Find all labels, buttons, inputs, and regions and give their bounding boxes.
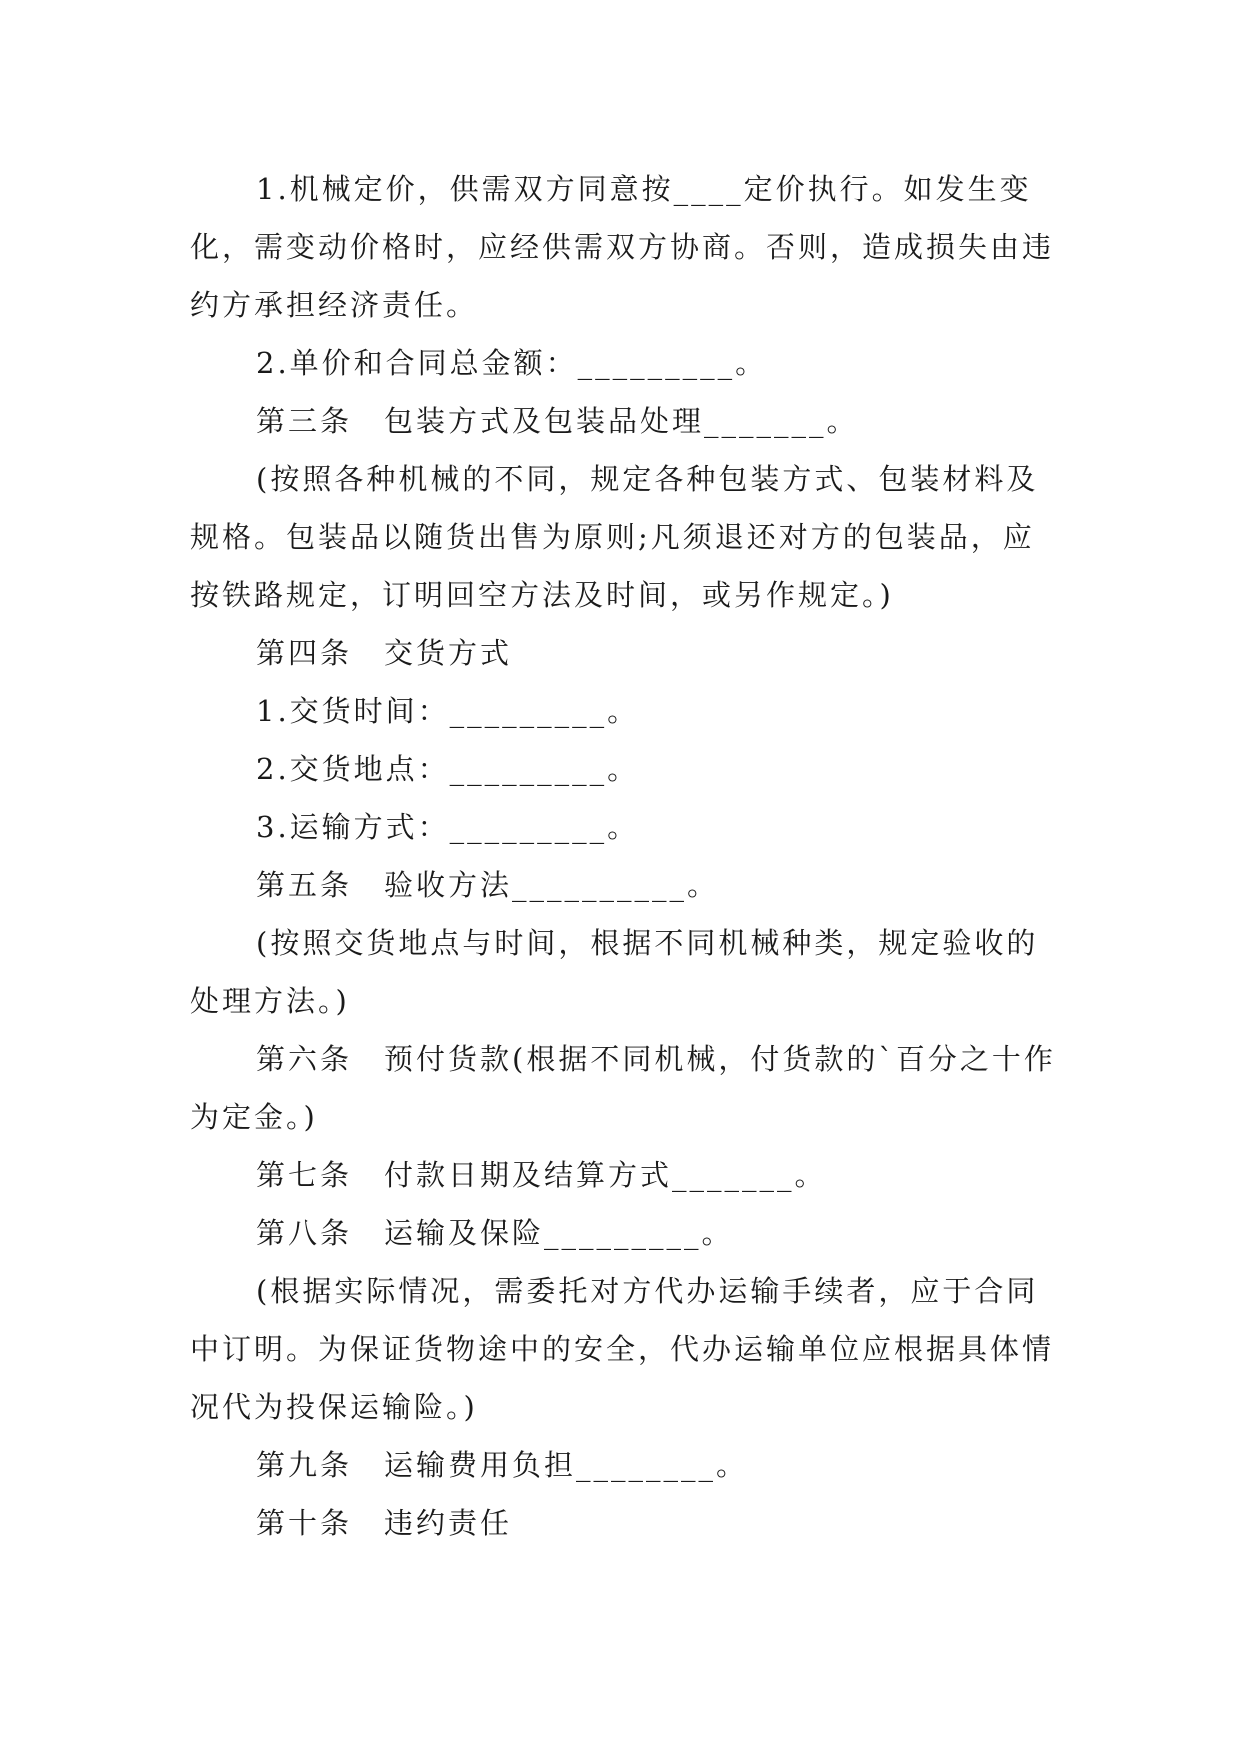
article-5-heading: 第五条 验收方法__________。	[256, 868, 720, 902]
article-3-note: (按照各种机械的不同，规定各种包装方式、包装材料及规格。包装品以随货出售为原则;凡须退还对方的包装品，应按铁路规定，订明回空方法及时间，或另作规定。)	[190, 462, 1039, 612]
transport-method: 3.运输方式：_________。	[256, 810, 640, 844]
delivery-time: 1.交货时间：_________。	[256, 694, 640, 728]
article-3-heading: 第三条 包装方式及包装品处理_______。	[256, 404, 859, 438]
delivery-place: 2.交货地点：_________。	[256, 752, 640, 786]
article-5-note: (按照交货地点与时间，根据不同机械种类，规定验收的处理方法。)	[190, 926, 1039, 1018]
document-body	[190, 160, 1060, 1552]
article-9-heading: 第九条 运输费用负担________。	[256, 1448, 749, 1482]
article-7-heading: 第七条 付款日期及结算方式_______。	[256, 1158, 827, 1192]
article-10-heading: 第十条 违约责任	[256, 1506, 513, 1540]
article-8-heading: 第八条 运输及保险_________。	[256, 1216, 734, 1250]
article-8-note: (根据实际情况，需委托对方代办运输手续者，应于合同中订明。为保证货物途中的安全，代办运输单位应根据具体情况代为投保运输险。)	[190, 1274, 1055, 1424]
article-4-heading: 第四条 交货方式	[256, 636, 513, 670]
paragraph-unit-price: 2.单价和合同总金额：_________。	[256, 346, 768, 380]
paragraph-pricing: 1.机械定价，供需双方同意按____定价执行。如发生变化，需变动价格时，应经供需双方协商。否则，造成损失由违约方承担经济责任。	[190, 172, 1055, 322]
article-6-heading: 第六条 预付货款(根据不同机械，付货款的`百分之十作为定金。)	[190, 1042, 1056, 1134]
